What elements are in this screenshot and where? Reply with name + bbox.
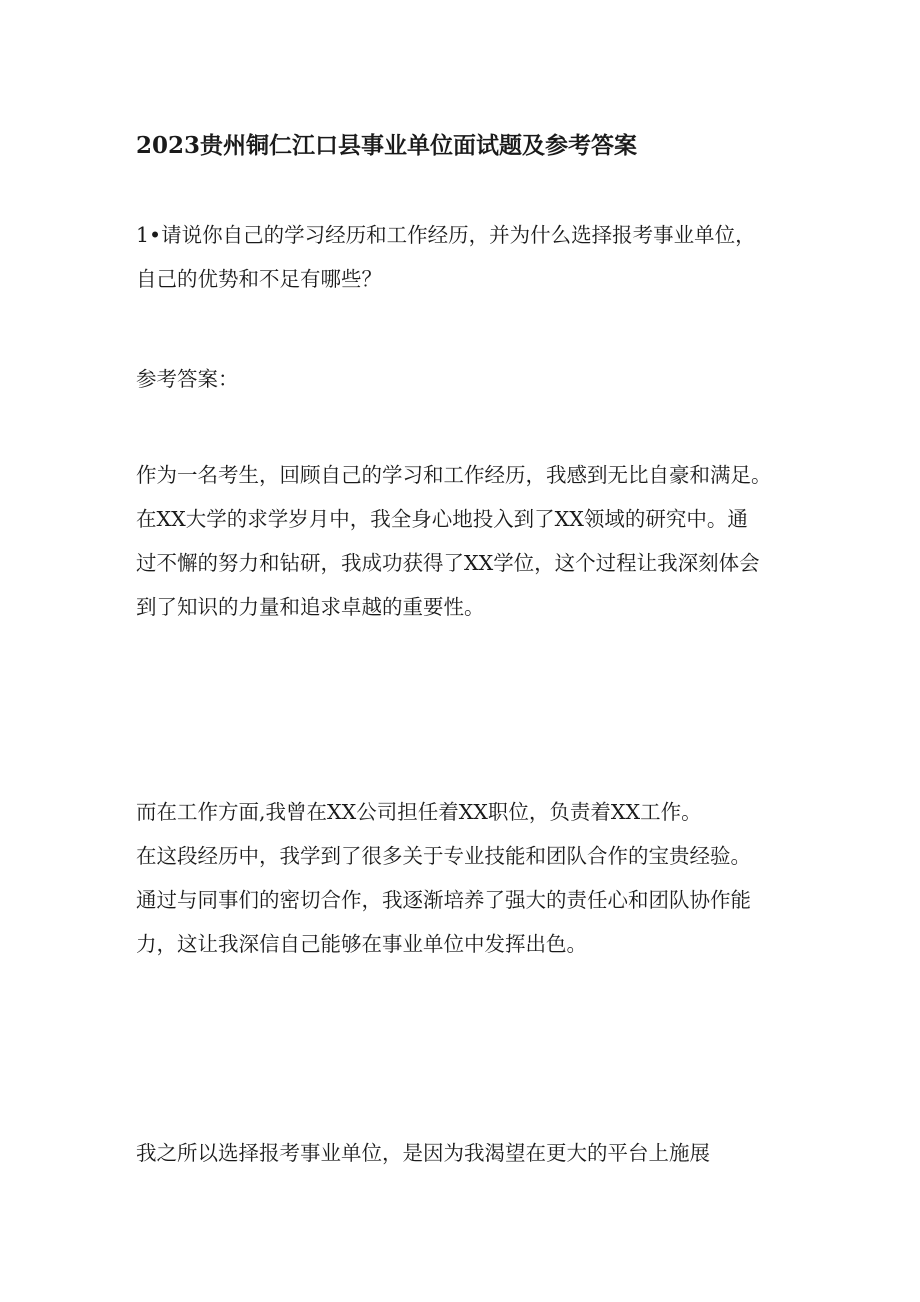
answer-paragraph-1	[136, 453, 816, 629]
paragraph-line: 我之所以选择报考事业单位，是因为我渴望在更大的平台上施展	[136, 1141, 710, 1165]
question-line: 自己的优势和不足有哪些？	[136, 267, 382, 291]
paragraph-line: 过不懈的努力和钻研，我成功获得了XX学位，这个过程让我深刻体会	[136, 551, 760, 575]
question-1	[136, 213, 816, 301]
answer-paragraph-2	[136, 790, 816, 966]
paragraph-line: 在XX大学的求学岁月中，我全身心地投入到了XX领域的研究中。通	[136, 507, 748, 531]
paragraph-line: 而在工作方面,我曾在XX公司担任着XX职位，负责着XX工作。	[136, 800, 702, 824]
document-title: 2023贵州铜仁江口县事业单位面试题及参考答案	[136, 132, 638, 159]
paragraph-line: 力，这让我深信自己能够在事业单位中发挥出色。	[136, 932, 587, 956]
paragraph-line: 通过与同事们的密切合作，我逐渐培养了强大的责任心和团队协作能	[136, 888, 751, 912]
paragraph-line: 到了知识的力量和追求卓越的重要性。	[136, 595, 485, 619]
paragraph-line: 作为一名考生，回顾自己的学习和工作经历，我感到无比自豪和满足。	[136, 463, 772, 487]
answer-paragraph-3	[136, 1131, 816, 1175]
question-line: 1•请说你自己的学习经历和工作经历，并为什么选择报考事业单位，	[136, 223, 756, 247]
answer-label-text: 参考答案：	[136, 367, 239, 391]
paragraph-line: 在这段经历中，我学到了很多关于专业技能和团队合作的宝贵经验。	[136, 844, 751, 868]
answer-label	[136, 357, 816, 401]
